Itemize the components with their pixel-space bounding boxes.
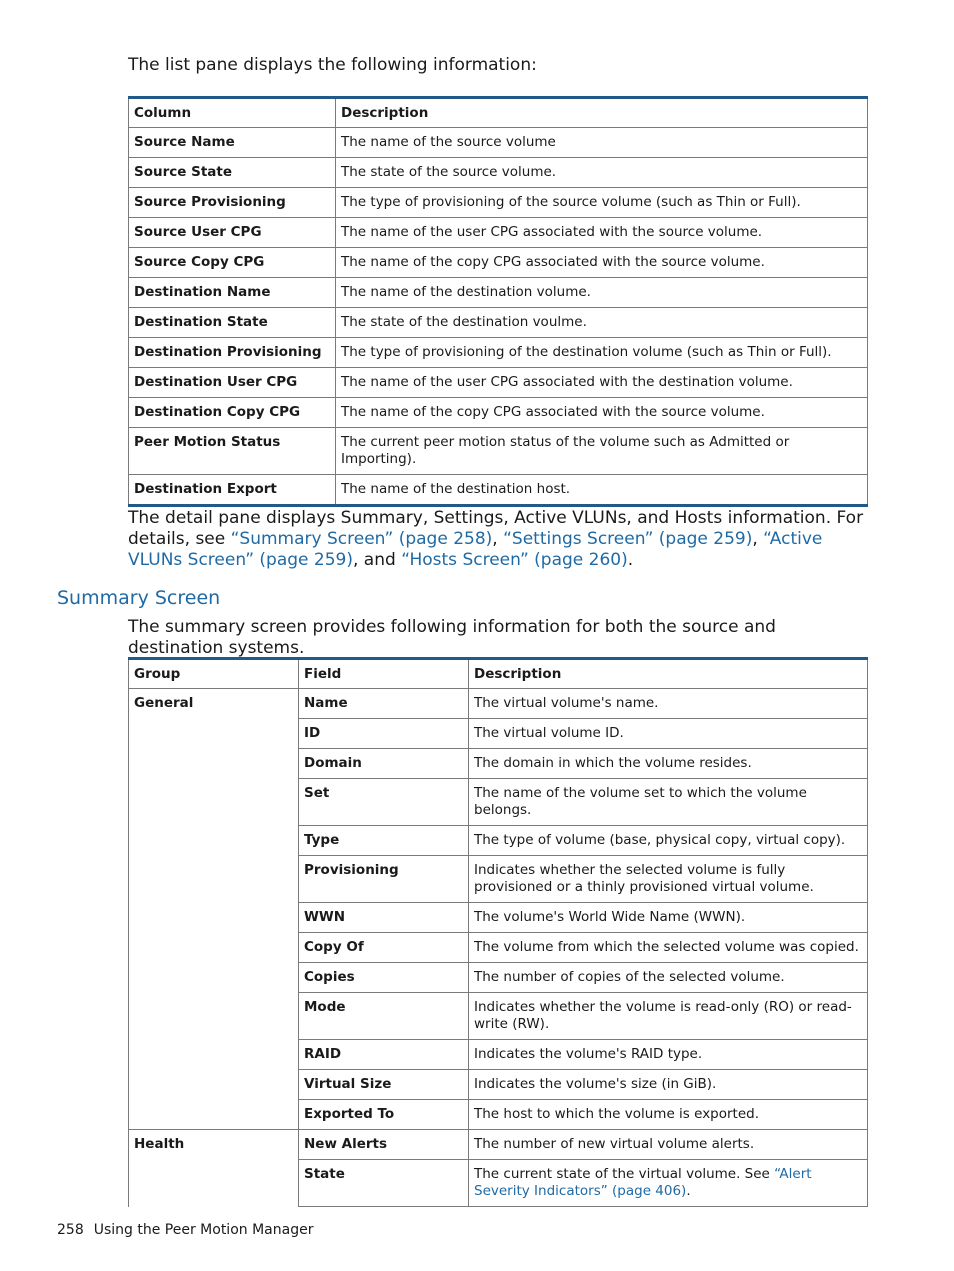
table-row bbox=[129, 933, 868, 963]
field-cell: Type bbox=[299, 826, 469, 856]
description-cell: The type of volume (base, physical copy, virtual copy). bbox=[469, 826, 868, 856]
field-cell: Copy Of bbox=[299, 933, 469, 963]
table-row bbox=[129, 993, 868, 1040]
group-cell bbox=[129, 826, 299, 856]
description-cell: The domain in which the volume resides. bbox=[469, 749, 868, 779]
description-cell: Indicates whether the volume is read-only (RO) or read-write (RW). bbox=[469, 993, 868, 1040]
summary-intro-text: The summary screen provides following information for both the source and destination systems. bbox=[128, 617, 776, 658]
description-cell: The number of copies of the selected volume. bbox=[469, 963, 868, 993]
column-description-cell: The name of the user CPG associated with the source volume. bbox=[336, 218, 868, 248]
table-row bbox=[129, 689, 868, 719]
description-cell: The number of new virtual volume alerts. bbox=[469, 1130, 868, 1160]
column-name-cell: Source Copy CPG bbox=[129, 248, 336, 278]
settings-screen-link[interactable]: “Settings Screen” (page 259) bbox=[503, 529, 753, 549]
table-row bbox=[129, 779, 868, 826]
active-vluns-screen-link[interactable]: “Active VLUNs Screen” (page 259) bbox=[128, 529, 823, 570]
column-description-cell: The type of provisioning of the source volume (such as Thin or Full). bbox=[336, 188, 868, 218]
table-row bbox=[129, 218, 868, 248]
field-cell: Name bbox=[299, 689, 469, 719]
field-cell: Set bbox=[299, 779, 469, 826]
column-name-cell: Source Name bbox=[129, 128, 336, 158]
group-cell bbox=[129, 1100, 299, 1130]
group-cell: General bbox=[129, 689, 299, 719]
column-description-cell: The type of provisioning of the destination volume (such as Thin or Full). bbox=[336, 338, 868, 368]
field-cell: ID bbox=[299, 719, 469, 749]
table-row bbox=[129, 1070, 868, 1100]
chapter-title: Using the Peer Motion Manager bbox=[93, 1222, 314, 1238]
field-cell: Domain bbox=[299, 749, 469, 779]
description-cell: Indicates the volume's RAID type. bbox=[469, 1040, 868, 1070]
description-cell: The volume from which the selected volume was copied. bbox=[469, 933, 868, 963]
field-cell: Copies bbox=[299, 963, 469, 993]
column-name-cell: Destination Export bbox=[129, 475, 336, 506]
page-number: 258 bbox=[57, 1222, 84, 1238]
field-cell: RAID bbox=[299, 1040, 469, 1070]
table-row bbox=[129, 1130, 868, 1160]
table-row bbox=[129, 1100, 868, 1130]
column-name-cell: Source User CPG bbox=[129, 218, 336, 248]
table-row bbox=[129, 1040, 868, 1070]
column-description-cell: The name of the user CPG associated with the destination volume. bbox=[336, 368, 868, 398]
table-row bbox=[129, 128, 868, 158]
description-header: Description bbox=[336, 98, 868, 128]
group-header: Group bbox=[129, 659, 299, 689]
description-cell: The current state of the virtual volume. See “Alert Severity Indicators” (page 406). bbox=[469, 1160, 868, 1207]
alert-severity-indicators-link[interactable]: “Alert Severity Indicators” (page 406) bbox=[474, 1166, 812, 1199]
description-cell: The virtual volume's name. bbox=[469, 689, 868, 719]
table-row bbox=[129, 719, 868, 749]
column-name-cell: Destination State bbox=[129, 308, 336, 338]
column-description-cell: The name of the copy CPG associated with the source volume. bbox=[336, 248, 868, 278]
column-name-cell: Source Provisioning bbox=[129, 188, 336, 218]
field-cell: New Alerts bbox=[299, 1130, 469, 1160]
description-cell: Indicates the volume's size (in GiB). bbox=[469, 1070, 868, 1100]
field-cell: Mode bbox=[299, 993, 469, 1040]
table-row bbox=[129, 188, 868, 218]
description-cell: The virtual volume ID. bbox=[469, 719, 868, 749]
column-name-cell: Destination User CPG bbox=[129, 368, 336, 398]
column-description-cell: The name of the destination host. bbox=[336, 475, 868, 506]
summary-screen-heading: Summary Screen bbox=[57, 587, 221, 609]
field-header: Field bbox=[299, 659, 469, 689]
column-description-cell: The name of the destination volume. bbox=[336, 278, 868, 308]
column-name-cell: Destination Copy CPG bbox=[129, 398, 336, 428]
column-description-cell: The name of the copy CPG associated with the source volume. bbox=[336, 398, 868, 428]
table-row bbox=[129, 278, 868, 308]
table-row bbox=[129, 308, 868, 338]
field-cell: WWN bbox=[299, 903, 469, 933]
table-row bbox=[129, 428, 868, 475]
group-cell bbox=[129, 1040, 299, 1070]
table-row bbox=[129, 158, 868, 188]
group-cell bbox=[129, 933, 299, 963]
group-cell bbox=[129, 779, 299, 826]
group-cell bbox=[129, 719, 299, 749]
hosts-screen-link[interactable]: “Hosts Screen” (page 260) bbox=[401, 550, 628, 570]
group-cell bbox=[129, 856, 299, 903]
field-cell: Virtual Size bbox=[299, 1070, 469, 1100]
description-cell: The name of the volume set to which the volume belongs. bbox=[469, 779, 868, 826]
summary-screen-link[interactable]: “Summary Screen” (page 258) bbox=[230, 529, 493, 549]
table-row bbox=[129, 248, 868, 278]
column-description-cell: The current peer motion status of the volume such as Admitted or Importing). bbox=[336, 428, 868, 475]
page-footer bbox=[57, 1222, 313, 1238]
list-pane-columns-table bbox=[128, 96, 868, 507]
table-row bbox=[129, 398, 868, 428]
column-description-cell: The state of the destination voulme. bbox=[336, 308, 868, 338]
detail-pane-paragraph: The detail pane displays Summary, Settings, Active VLUNs, and Hosts information. For details, see “Summary Screen” (page 258), “Settings Screen” (page 259), “Active VLUNs Screen” (page 259), and “Hosts Screen” (page 260). bbox=[128, 508, 864, 570]
table-row bbox=[129, 368, 868, 398]
description-cell: The volume's World Wide Name (WWN). bbox=[469, 903, 868, 933]
column-description-cell: The state of the source volume. bbox=[336, 158, 868, 188]
table-row bbox=[129, 826, 868, 856]
group-cell bbox=[129, 993, 299, 1040]
field-cell: Provisioning bbox=[299, 856, 469, 903]
summary-screen-table bbox=[128, 657, 868, 1207]
column-name-cell: Source State bbox=[129, 158, 336, 188]
group-cell: Health bbox=[129, 1130, 299, 1160]
column-name-cell: Peer Motion Status bbox=[129, 428, 336, 475]
column-name-cell: Destination Provisioning bbox=[129, 338, 336, 368]
table-row bbox=[129, 1160, 868, 1207]
table-row bbox=[129, 749, 868, 779]
column-header: Column bbox=[129, 98, 336, 128]
table-row bbox=[129, 856, 868, 903]
table-row bbox=[129, 963, 868, 993]
group-cell bbox=[129, 1070, 299, 1100]
group-cell bbox=[129, 903, 299, 933]
description-cell: Indicates whether the selected volume is fully provisioned or a thinly provisioned virtual volume. bbox=[469, 856, 868, 903]
group-cell bbox=[129, 963, 299, 993]
table-row bbox=[129, 338, 868, 368]
intro-text: The list pane displays the following information: bbox=[128, 55, 537, 75]
group-cell bbox=[129, 1160, 299, 1207]
field-cell: Exported To bbox=[299, 1100, 469, 1130]
description-cell: The host to which the volume is exported. bbox=[469, 1100, 868, 1130]
column-name-cell: Destination Name bbox=[129, 278, 336, 308]
table-row bbox=[129, 475, 868, 506]
column-description-cell: The name of the source volume bbox=[336, 128, 868, 158]
table-row bbox=[129, 903, 868, 933]
group-cell bbox=[129, 749, 299, 779]
description-header: Description bbox=[469, 659, 868, 689]
field-cell: State bbox=[299, 1160, 469, 1207]
